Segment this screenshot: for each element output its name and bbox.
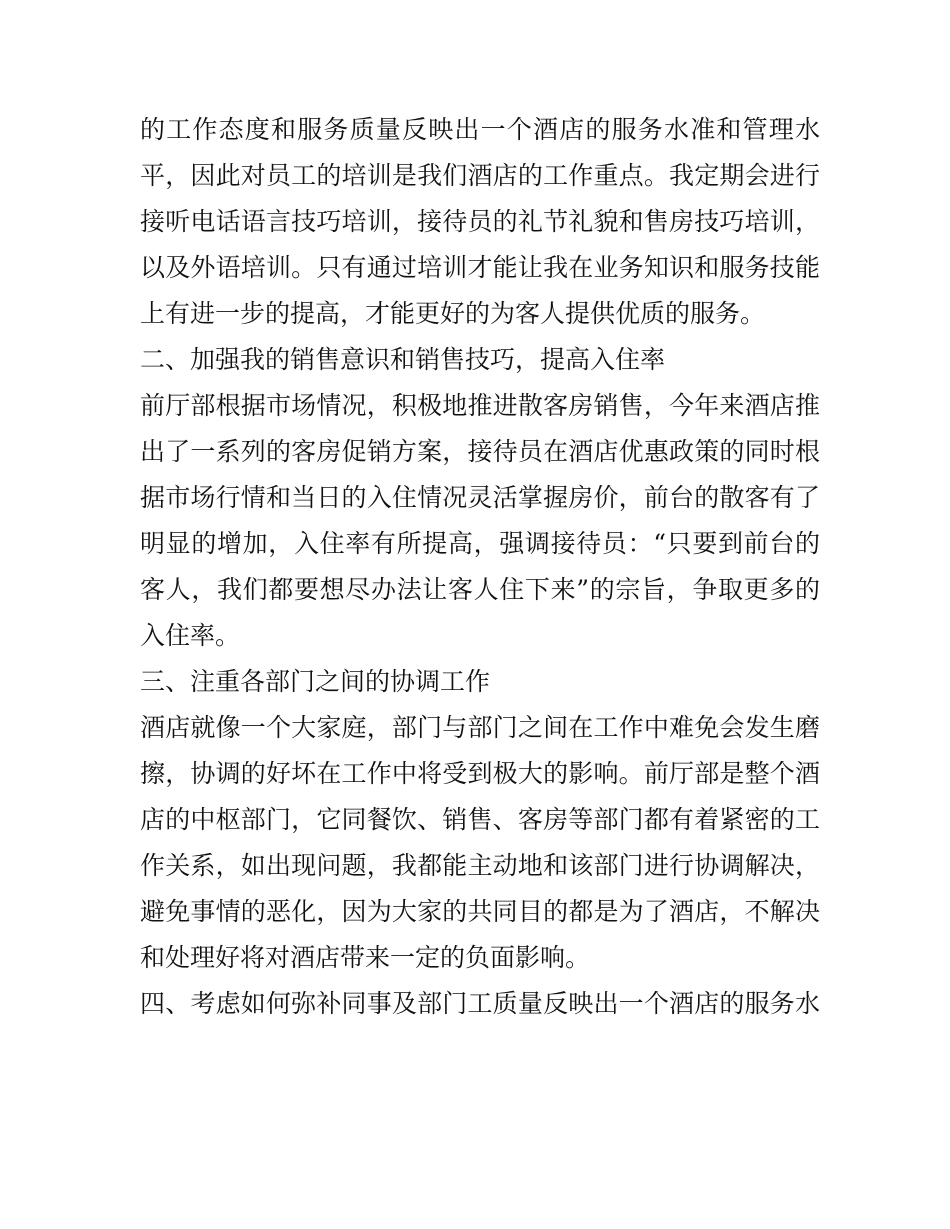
section-heading-2: 二、加强我的销售意识和销售技巧，提高入住率 — [140, 345, 666, 374]
paragraph-2-line-5: 客人，我们都要想尽办法让客人住下来”的宗旨，争取更多的 — [140, 575, 820, 604]
paragraph-2-line-3: 据市场行情和当日的入住情况灵活掌握房价，前台的散客有了 — [140, 483, 820, 512]
paragraph-1-line-2: 平，因此对员工的培训是我们酒店的工作重点。我定期会进行 — [140, 161, 820, 190]
paragraph-2-line-4: 明显的增加，入住率有所提高，强调接待员：“只要到前台的 — [140, 529, 820, 558]
paragraph-3-line-5: 避免事情的恶化，因为大家的共同目的都是为了酒店，不解决 — [140, 897, 820, 926]
paragraph-2-line-2: 出了一系列的客房促销方案，接待员在酒店优惠政策的同时根 — [140, 437, 820, 466]
paragraph-3-line-3: 店的中枢部门，它同餐饮、销售、客房等部门都有着紧密的工 — [140, 805, 820, 834]
paragraph-3-line-6: 和处理好将对酒店带来一定的负面影响。 — [140, 943, 591, 972]
paragraph-3-line-4: 作关系，如出现问题，我都能主动地和该部门进行协调解决， — [140, 851, 820, 880]
section-heading-4: 四、考虑如何弥补同事及部门工质量反映出一个酒店的服务水 — [140, 989, 820, 1018]
paragraph-2-line-6: 入住率。 — [140, 621, 241, 650]
section-heading-3: 三、注重各部门之间的协调工作 — [140, 667, 491, 696]
paragraph-3-line-2: 擦，协调的好坏在工作中将受到极大的影响。前厅部是整个酒 — [140, 759, 820, 788]
document-body — [140, 107, 820, 1027]
paragraph-1-line-5: 上有进一步的提高，才能更好的为客人提供优质的服务。 — [140, 299, 766, 328]
paragraph-2-line-1: 前厅部根据市场情况，积极地推进散客房销售，今年来酒店推 — [140, 391, 820, 420]
paragraph-1-line-3: 接听电话语言技巧培训，接待员的礼节礼貌和售房技巧培训， — [140, 207, 820, 236]
paragraph-1-line-4: 以及外语培训。只有通过培训才能让我在业务知识和服务技能 — [140, 253, 820, 282]
paragraph-3-line-1: 酒店就像一个大家庭，部门与部门之间在工作中难免会发生磨 — [140, 713, 820, 742]
paragraph-1-line-1: 的工作态度和服务质量反映出一个酒店的服务水准和管理水 — [140, 115, 820, 144]
